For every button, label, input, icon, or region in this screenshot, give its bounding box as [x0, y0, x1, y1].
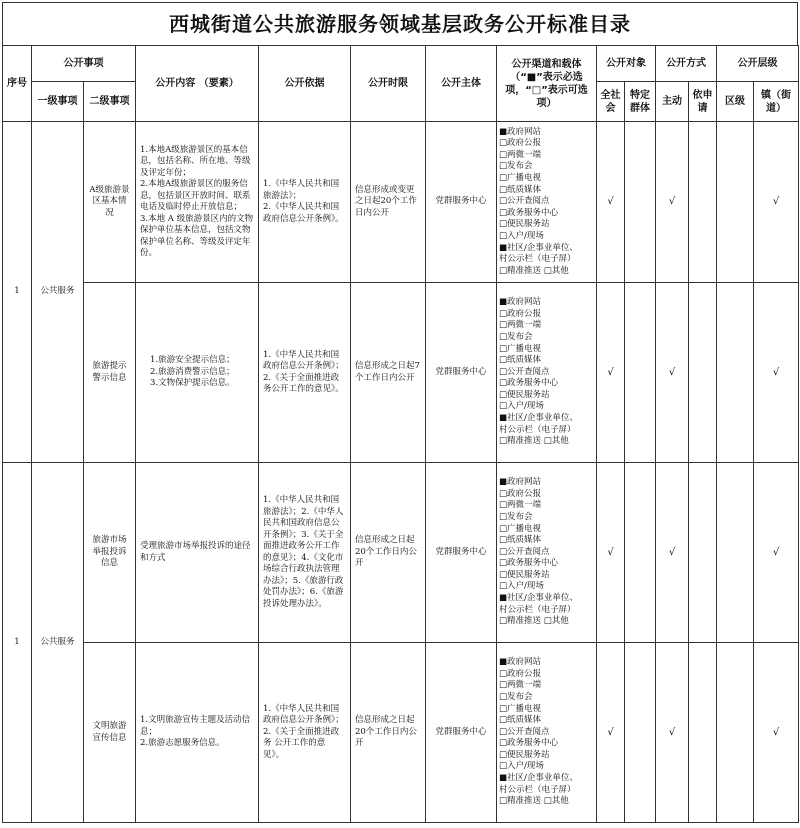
channel-option: □精准推送 □其他 [499, 436, 569, 447]
channel-option: ■政府网站 [499, 126, 542, 137]
channel-option: 村公示栏（电子屏） [499, 604, 576, 615]
text-line: 2.本地A级旅游景区的服务信息，包括景区开放时间、联系电话及临时停止开放信息； [140, 179, 251, 212]
check-mark: √ [656, 463, 689, 643]
row-content [136, 463, 259, 643]
row-subject: 党群服务中心 [426, 643, 497, 823]
header-content: 公开内容 （要素） [136, 46, 259, 122]
row-level2: 旅游提示警示信息 [84, 283, 136, 463]
row-level2: A级旅游景区基本情况 [84, 122, 136, 283]
channel-option: □纸质媒体 [499, 184, 542, 195]
check-mark: √ [597, 643, 625, 823]
channel-option: □入户/现场 [499, 581, 544, 592]
channel-option: □政务服务中心 [499, 207, 559, 218]
check-mark: √ [656, 122, 689, 283]
channel-option: □政务服务中心 [499, 378, 559, 389]
text-line: 2.《中华人民共和国政府信息公开条例》。 [263, 202, 344, 224]
header-subject: 公开主体 [426, 46, 497, 122]
header-level: 公开层级 [717, 46, 799, 82]
channel-option: □广播电视 [499, 703, 542, 714]
table-row [3, 283, 799, 463]
channel-option: ■社区/企事业单位、 [499, 593, 578, 604]
channel-option: □两微一端 [499, 680, 542, 691]
check-mark: √ [597, 122, 625, 283]
channel-option: □政府公报 [499, 668, 542, 679]
table-row [3, 122, 799, 283]
channel-option: □发布会 [499, 161, 533, 172]
table-row [3, 463, 799, 643]
text-line: 1.《中华人民共和国政府信息公开条例》； [263, 349, 344, 371]
header-target-specific: 特定群体 [625, 82, 656, 122]
channel-option: □政务服务中心 [499, 738, 559, 749]
empty-cell [717, 643, 754, 823]
channel-option: □纸质媒体 [499, 355, 542, 366]
channel-option: ■社区/企事业单位、 [499, 413, 578, 424]
channel-option: □两微一端 [499, 500, 542, 511]
channel-option: □公开查阅点 [499, 196, 550, 207]
empty-cell [689, 122, 717, 283]
catalog-table [2, 45, 799, 823]
channel-option: 村公示栏（电子屏） [499, 784, 576, 795]
channel-option: □入户/现场 [499, 761, 544, 772]
header-method: 公开方式 [656, 46, 717, 82]
empty-cell [689, 463, 717, 643]
table-row [3, 643, 799, 823]
check-mark: √ [656, 283, 689, 463]
row-content [136, 122, 259, 283]
empty-cell [625, 122, 656, 283]
channel-option: □政府公报 [499, 488, 542, 499]
header-level-town: 镇（街道） [754, 82, 799, 122]
check-mark: √ [754, 283, 799, 463]
text-line: 3.本地 A 级旅游景区内的文物保护单位基本信息，包括文物保护单位名称、等级及评定年份。 [140, 213, 254, 258]
row-subject: 党群服务中心 [426, 283, 497, 463]
check-mark: √ [754, 122, 799, 283]
channel-option: □入户/现场 [499, 230, 544, 241]
channel-option: □纸质媒体 [499, 715, 542, 726]
channel-option: 村公示栏（电子屏） [499, 424, 576, 435]
header-method-active: 主动 [656, 82, 689, 122]
row-timing: 信息形成之日起20个工作日内公开 [351, 463, 426, 643]
row-subject: 党群服务中心 [426, 463, 497, 643]
channel-option: □入户/现场 [499, 401, 544, 412]
channel-option: ■政府网站 [499, 297, 542, 308]
channel-option: □便民服务站 [499, 749, 550, 760]
channel-option: □政府公报 [499, 138, 542, 149]
channel-option: □政务服务中心 [499, 558, 559, 569]
channel-option: ■社区/企事业单位、 [499, 773, 578, 784]
row-channels [497, 643, 597, 823]
row-timing: 信息形成之日起7个工作日内公开 [351, 283, 426, 463]
row-timing: 信息形成或变更之日起20个工作日内公开 [351, 122, 426, 283]
channel-option: □公开查阅点 [499, 546, 550, 557]
row-basis [259, 283, 351, 463]
channel-option: □精准推送 □其他 [499, 616, 569, 627]
empty-cell [717, 283, 754, 463]
header-timing: 公开时限 [351, 46, 426, 122]
channel-option: □发布会 [499, 331, 533, 342]
row-channels [497, 463, 597, 643]
channel-option: □发布会 [499, 511, 533, 522]
header-channels: 公开渠道和载体（“■”表示必选项，“□”表示可选项） [497, 46, 597, 122]
header-level1: 一级事项 [32, 82, 84, 122]
channel-option: □便民服务站 [499, 219, 550, 230]
row-basis [259, 122, 351, 283]
row-level2: 文明旅游宣传信息 [84, 643, 136, 823]
text-line: 1.本地A级旅游景区的基本信息，包括名称、所在地、等级及评定年份； [140, 144, 251, 178]
header-target-all: 全社会 [597, 82, 625, 122]
check-mark: √ [656, 643, 689, 823]
channel-option: 村公示栏（电子屏） [499, 254, 576, 265]
header-level2: 二级事项 [84, 82, 136, 122]
channel-option: ■社区/企事业单位、 [499, 242, 578, 253]
channel-option: □便民服务站 [499, 569, 550, 580]
text-line: 1.《中华人民共和国旅游法》； [263, 179, 340, 201]
channel-option: □精准推送 □其他 [499, 796, 569, 807]
channel-option: □公开查阅点 [499, 366, 550, 377]
text-line: 1.文明旅游宣传主题及活动信息； [140, 715, 251, 737]
channel-option: □发布会 [499, 691, 533, 702]
row-timing: 信息形成之日起20个工作日内公开 [351, 643, 426, 823]
row-content [136, 283, 259, 463]
check-mark: √ [754, 463, 799, 643]
text-line: 受理旅游市场举报投诉的途径和方式 [140, 541, 251, 563]
text-line: 1.《中华人民共和国政府信息公开条例》；2.《关于全面推进政务 公开工作的意见》。 [263, 703, 344, 760]
check-mark: √ [754, 643, 799, 823]
channel-option: □公开查阅点 [499, 726, 550, 737]
check-mark: √ [597, 283, 625, 463]
empty-cell [625, 283, 656, 463]
empty-cell [689, 643, 717, 823]
channel-option: □纸质媒体 [499, 535, 542, 546]
page-title: 西城街道公共旅游服务领域基层政务公开标准目录 [2, 2, 798, 45]
text-line: 1.旅游安全提示信息； [150, 355, 235, 366]
header-items: 公开事项 [32, 46, 136, 82]
text-line: 2.《关于全面推进政务公开工作的意见》。 [263, 372, 344, 394]
row-level1: 公共服务 [32, 122, 84, 463]
channel-option: □精准推送 □其他 [499, 265, 569, 276]
text-line: 3.文物保护提示信息。 [150, 378, 235, 389]
row-level2: 旅游市场举报投诉信息 [84, 463, 136, 643]
row-seq: 1 [3, 122, 32, 463]
text-line: 2.旅游志愿服务信息。 [140, 738, 225, 749]
empty-cell [625, 463, 656, 643]
channel-option: □政府公报 [499, 308, 542, 319]
text-line: 1.《中华人民共和国旅游法》；2.《中华人民共和国政府信息公开条例》；3.《关于全面推进政务公开工作的意见》；4.《文化市场综合行政执法管理办法》；5.《旅游行政处罚办法》；6.《旅游投诉处理办法》。 [263, 495, 344, 609]
channel-option: □广播电视 [499, 343, 542, 354]
row-basis [259, 643, 351, 823]
channel-option: □两微一端 [499, 320, 542, 331]
channel-option: □便民服务站 [499, 389, 550, 400]
header-seq: 序号 [3, 46, 32, 122]
row-content [136, 643, 259, 823]
empty-cell [717, 122, 754, 283]
channel-option: □广播电视 [499, 523, 542, 534]
row-basis [259, 463, 351, 643]
text-line: 2.旅游消费警示信息； [150, 366, 235, 377]
header-method-apply: 依申请 [689, 82, 717, 122]
empty-cell [689, 283, 717, 463]
row-channels [497, 122, 597, 283]
channel-option: □广播电视 [499, 173, 542, 184]
document-page [2, 2, 798, 823]
empty-cell [717, 463, 754, 643]
channel-option: ■政府网站 [499, 477, 542, 488]
header-level-district: 区级 [717, 82, 754, 122]
channel-option: ■政府网站 [499, 657, 542, 668]
header-target: 公开对象 [597, 46, 656, 82]
row-subject: 党群服务中心 [426, 122, 497, 283]
header-basis: 公开依据 [259, 46, 351, 122]
row-level1: 公共服务 [32, 463, 84, 823]
row-channels [497, 283, 597, 463]
check-mark: √ [597, 463, 625, 643]
empty-cell [625, 643, 656, 823]
row-seq: 1 [3, 463, 32, 823]
channel-option: □两微一端 [499, 149, 542, 160]
